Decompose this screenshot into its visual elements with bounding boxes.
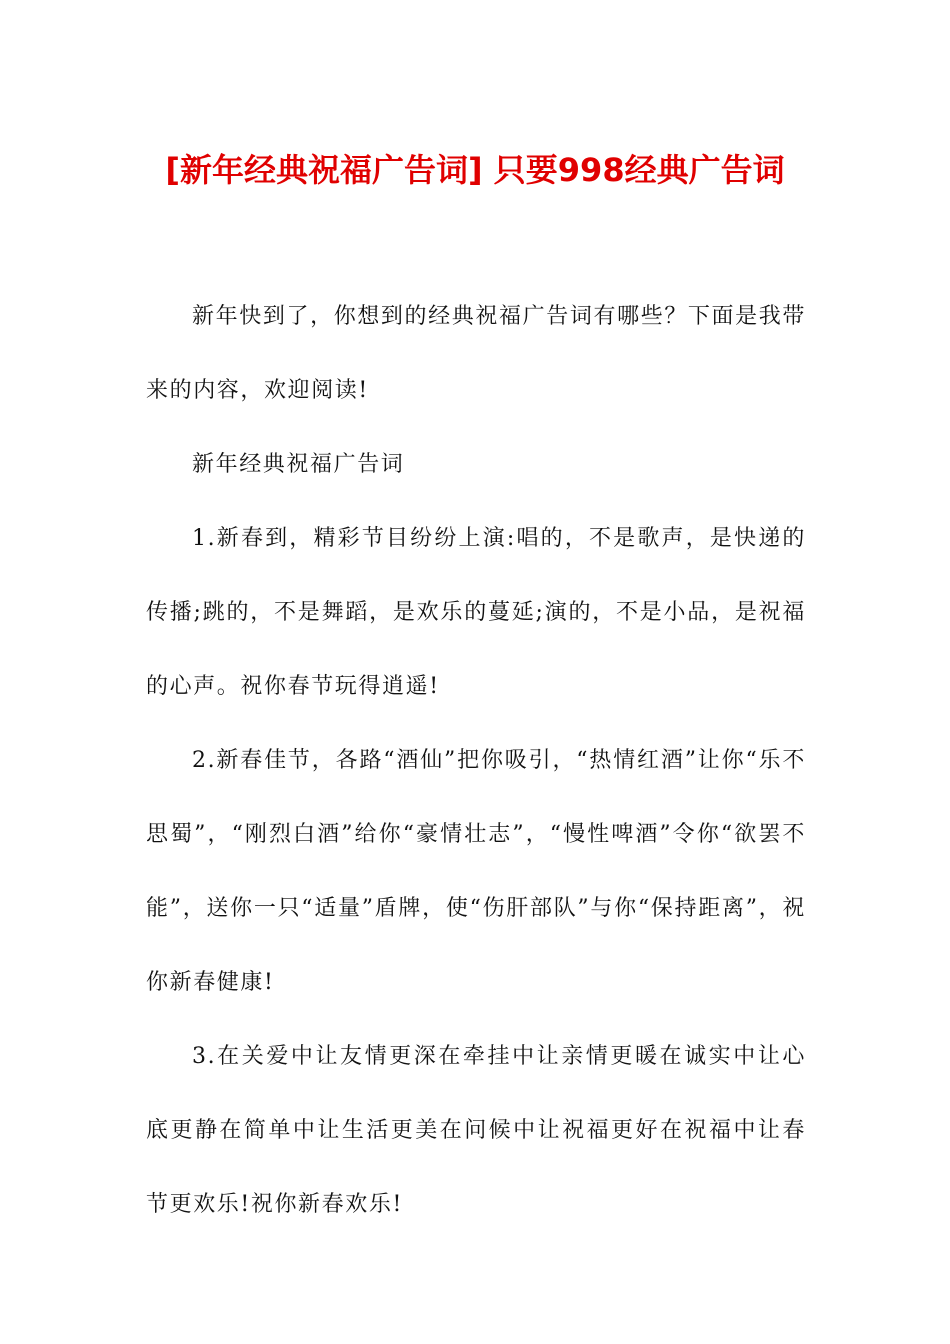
intro-paragraph: 新年快到了，你想到的经典祝福广告词有哪些？下面是我带来的内容，欢迎阅读!: [146, 304, 806, 403]
section-heading: 新年经典祝福广告词: [192, 452, 405, 477]
paragraph-item-2: 2.新春佳节，各路“酒仙”把你吸引，“热情红酒”让你“乐不思蜀”，“刚烈白酒”给你“豪情壮志”，“慢性啤酒”令你“欲罢不能”，送你一只“适量”盾牌，使“伤肝部队”与你“保持距离”，祝你新春健康!: [146, 748, 806, 995]
paragraph-item-1: 1.新春到，精彩节目纷纷上演:唱的，不是歌声，是快递的传播;跳的，不是舞蹈，是欢乐的蔓延;演的，不是小品，是祝福的心声。祝你春节玩得逍遥!: [146, 526, 806, 699]
document-title: [新年经典祝福广告词] 只要998经典广告词: [165, 151, 785, 189]
paragraph-item-3: 3.在关爱中让友情更深在牵挂中让亲情更暖在诚实中让心底更静在简单中让生活更美在问候中让祝福更好在祝福中让春节更欢乐!祝你新春欢乐!: [146, 1044, 806, 1217]
document-body: [146, 280, 806, 1242]
